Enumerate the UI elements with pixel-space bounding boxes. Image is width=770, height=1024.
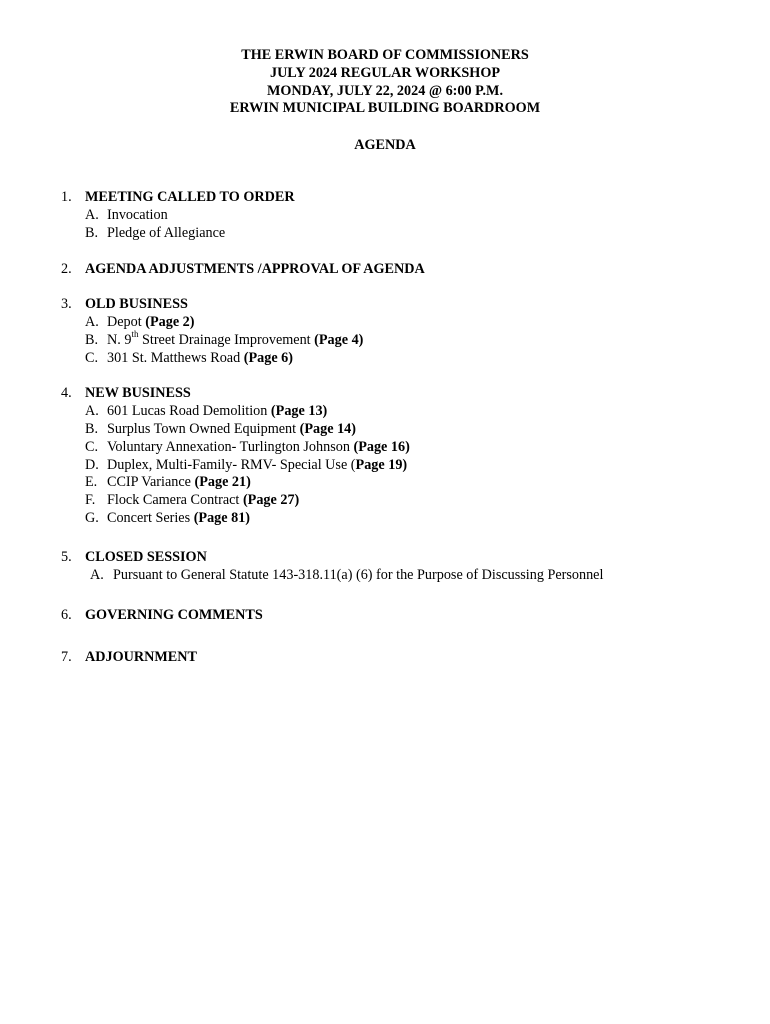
item-letter: C. [85,438,99,455]
item-text: Pursuant to General Statute 143-318.11(a) (6) for the Purpose of Discussing Personnel [113,566,604,583]
agenda-section-7 [0,649,770,667]
item-text-group [107,457,407,475]
item-letter: A. [90,566,104,583]
agenda-section-4 [0,385,770,528]
ordinal-suffix: th [131,329,139,340]
item-letter: A. [85,206,99,223]
section-title: OLD BUSINESS [85,296,188,312]
item-text-group [107,403,327,421]
item-letter: E. [85,474,98,491]
item-letter: D. [85,456,99,473]
section-title: CLOSED SESSION [85,549,207,565]
agenda-item [0,492,770,510]
section-number: 2. [61,261,72,277]
section-title: MEETING CALLED TO ORDER [85,189,295,205]
item-letter: A. [85,402,99,419]
item-text: N. 9 [107,331,132,348]
agenda-item [0,329,770,350]
item-text-group [107,474,251,492]
item-text-group [107,439,410,457]
page-reference: (Page 27) [242,492,300,509]
item-text: Street Drainage Improvement [138,331,315,348]
section-number: 3. [61,296,72,312]
item-text-group [107,492,299,510]
agenda-item [0,403,770,421]
page-reference: (Page 16) [353,438,410,455]
section-number: 5. [61,549,72,565]
section-title: NEW BUSINESS [85,385,191,401]
section-number: 6. [61,607,72,623]
page-reference: Page 19) [355,456,408,473]
item-text: Pledge of Allegiance [107,224,226,241]
header-line-location: ERWIN MUNICIPAL BUILDING BOARDROOM [229,100,541,117]
agenda-section-6 [0,607,770,625]
item-text-group [107,350,293,368]
item-text-group [107,329,364,350]
header-line-workshop: JULY 2024 REGULAR WORKSHOP [269,64,501,81]
header-line-board: THE ERWIN BOARD OF COMMISSIONERS [241,47,529,63]
item-text: Voluntary Annexation- Turlington Johnson [107,438,354,455]
agenda-title: AGENDA [354,137,416,153]
item-text: Depot [107,313,146,330]
item-letter: B. [85,331,99,348]
item-text: Concert Series [107,510,194,527]
item-text: Invocation [107,206,168,223]
page-reference: (Page 13) [270,402,328,419]
section-title: GOVERNING COMMENTS [85,607,263,623]
item-letter: B. [85,420,99,437]
section-number: 1. [61,189,72,205]
section-number: 7. [61,649,72,665]
agenda-item [0,439,770,457]
page-reference: (Page 6) [243,349,293,366]
section-number: 4. [61,385,72,401]
agenda-section-2 [0,261,770,279]
agenda-section-3 [0,296,770,368]
item-letter: B. [85,224,99,241]
item-text: CCIP Variance [107,474,195,491]
item-text: 301 St. Matthews Road [107,349,244,366]
header-line-date: MONDAY, JULY 22, 2024 @ 6:00 P.M. [266,82,503,99]
item-letter: G. [85,510,99,527]
agenda-item [0,510,770,528]
agenda-item [0,567,770,585]
agenda-item [0,474,770,492]
page-reference: (Page 14) [299,420,356,437]
agenda-item [0,225,770,243]
item-text: Flock Camera Contract [107,492,243,509]
item-letter: F. [85,492,96,509]
item-text: 601 Lucas Road Demolition [107,402,271,419]
item-letter: A. [85,313,99,330]
page-reference: (Page 81) [193,510,251,527]
page-reference: (Page 2) [145,313,195,330]
item-letter: C. [85,349,99,366]
item-text: Surplus Town Owned Equipment [107,420,300,437]
agenda-item [0,421,770,439]
agenda-item [0,314,770,332]
section-title: ADJOURNMENT [85,649,197,665]
document-header [0,47,770,118]
agenda-section-1 [0,189,770,243]
item-text-group [107,421,356,439]
agenda-section-5 [0,549,770,585]
item-text-group [107,314,194,332]
item-text-group [107,510,250,528]
page-reference: (Page 21) [194,474,251,491]
agenda-item [0,457,770,475]
agenda-item [0,207,770,225]
agenda-item [0,350,770,368]
item-text: Duplex, Multi-Family- RMV- Special Use ( [107,456,356,473]
page-reference: (Page 4) [314,331,364,348]
section-title: AGENDA ADJUSTMENTS /APPROVAL OF AGENDA [85,261,425,277]
